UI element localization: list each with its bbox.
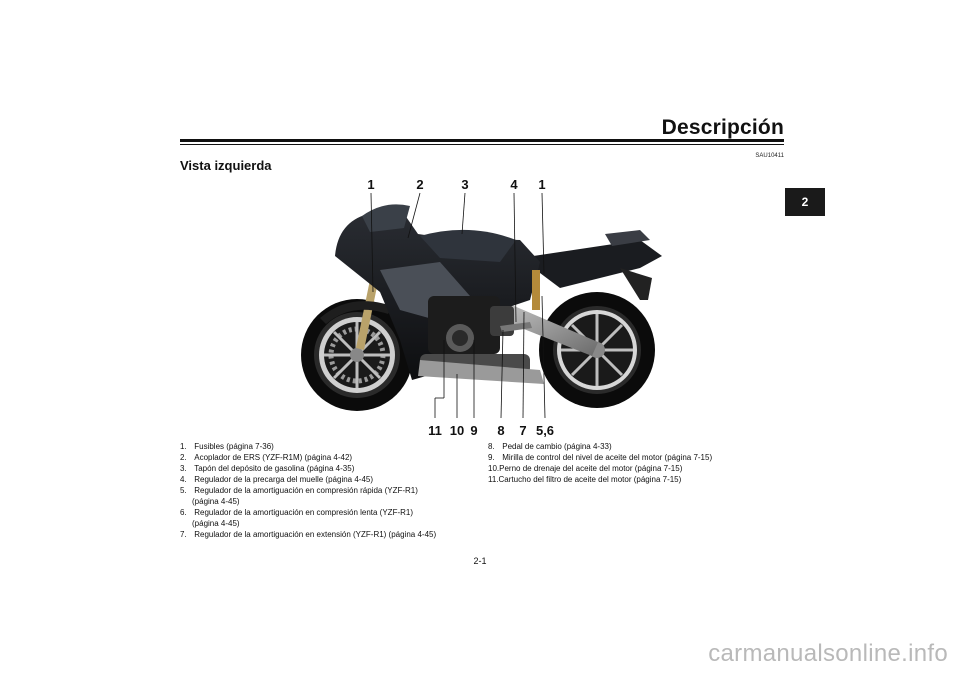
callout-top-1: 1 [367, 177, 375, 192]
legend-left [180, 441, 480, 540]
legend-item: 3. Tapón del depósito de gasolina (página 4-35) [180, 464, 355, 473]
callout-bottom-5-6: 5,6 [535, 423, 555, 438]
section-title: Vista izquierda [180, 158, 272, 173]
legend-item-continuation: (página 4-45) [192, 497, 240, 506]
callout-top-2: 2 [416, 177, 424, 192]
legend-item: 6. Regulador de la amortiguación en compresión lenta (YZF-R1) [180, 508, 414, 517]
legend-item: 2. Acoplador de ERS (YZF-R1M) (página 4-42) [180, 453, 353, 462]
legend-item: 1. Fusibles (página 7-36) [180, 442, 274, 451]
callout-bottom-11: 11 [428, 423, 442, 438]
legend-item: 4. Regulador de la precarga del muelle (página 4-45) [180, 475, 374, 484]
legend-item: 8. Pedal de cambio (página 4-33) [488, 442, 612, 451]
callout-bottom-7: 7 [519, 423, 527, 438]
callout-bottom-9: 9 [470, 423, 478, 438]
rear-wheel [539, 292, 655, 408]
legend-item: 10. Perno de drenaje del aceite del motor (página 7-15) [488, 464, 683, 473]
rear-shock [532, 270, 540, 310]
callout-top-4: 4 [510, 177, 518, 192]
page-title: Descripción [661, 116, 784, 139]
motorcycle-illustration [290, 176, 670, 446]
callout-top-5: 1 [538, 177, 546, 192]
legend-item: 5. Regulador de la amortiguación en compresión rápida (YZF-R1) [180, 486, 418, 495]
section-code: SAU10411 [755, 153, 784, 159]
legend-right [488, 441, 788, 485]
header-rule-thick [180, 139, 784, 142]
callout-bottom-8: 8 [497, 423, 505, 438]
legend-item: 11. Cartucho del filtro de aceite del motor (página 7-15) [488, 475, 682, 484]
legend-item: 9. Mirilla de control del nivel de aceite del motor (página 7-15) [488, 453, 713, 462]
header-rule-thin [180, 144, 784, 145]
legend-item: 7. Regulador de la amortiguación en extensión (YZF-R1) (página 4-45) [180, 530, 437, 539]
page-number: 2-1 [473, 556, 487, 566]
legend-item-continuation: (página 4-45) [192, 519, 240, 528]
chapter-tab[interactable]: 2 [785, 188, 825, 216]
callout-top-3: 3 [461, 177, 469, 192]
callout-bottom-10: 10 [449, 423, 465, 438]
watermark: carmanualsonline.info [708, 640, 948, 667]
